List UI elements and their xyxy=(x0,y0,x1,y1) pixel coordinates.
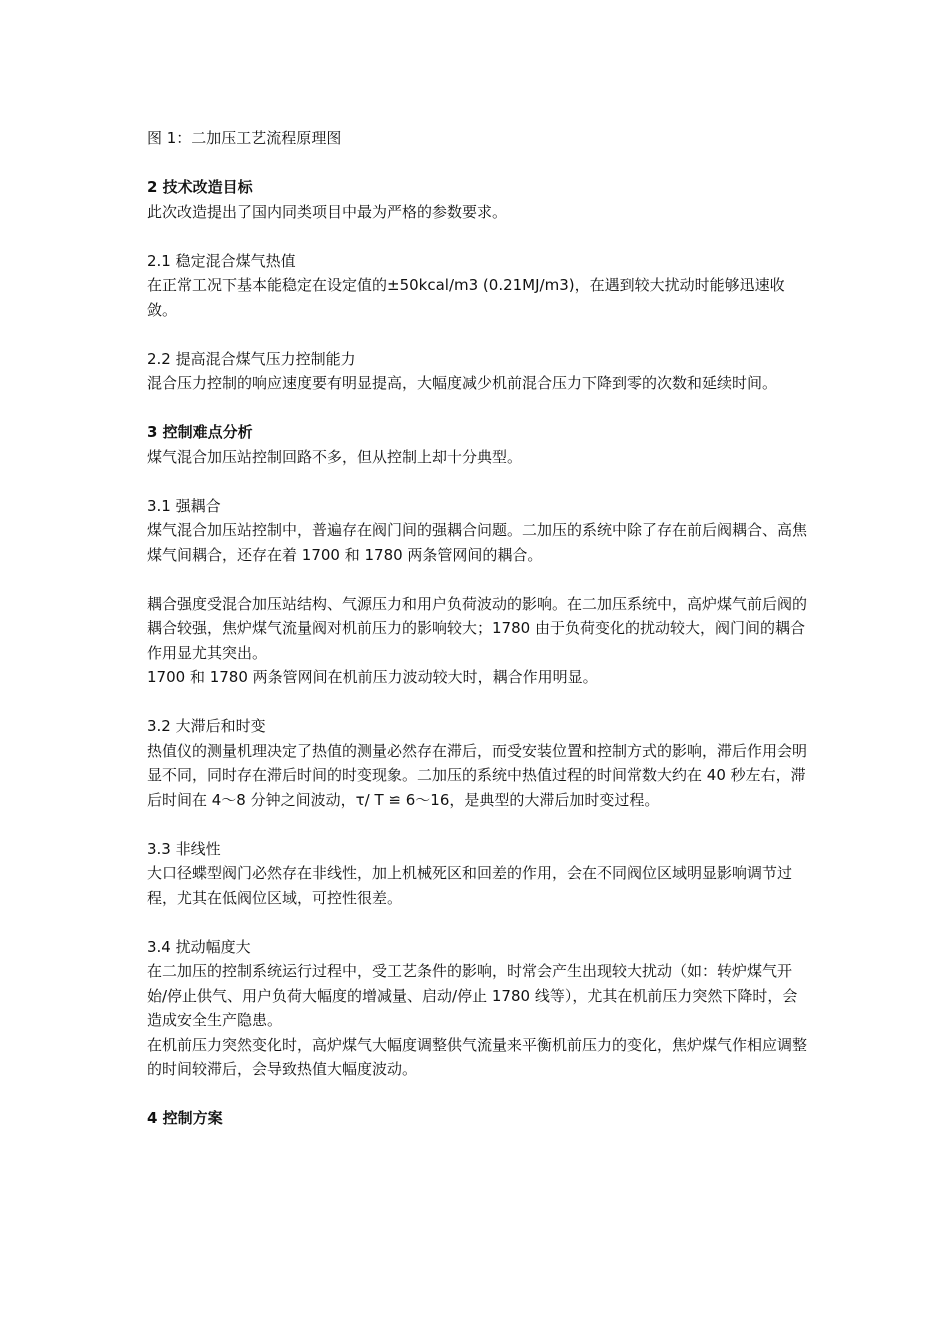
section-4-heading: 4 控制方案 xyxy=(147,1109,223,1127)
section-2-1-text: 在正常工况下基本能稳定在设定值的±50kcal/m3 (0.21MJ/m3)，在遇到较大扰动时能够迅速收敛。 xyxy=(147,276,785,319)
section-3-3-text: 大口径蝶型阀门必然存在非线性，加上机械死区和回差的作用，会在不同阀位区域明显影响调节过程，尤其在低阀位区域，可控性很差。 xyxy=(147,864,793,907)
document-page xyxy=(147,126,807,1131)
section-3-1-text-1: 煤气混合加压站控制中，普遍存在阀门间的强耦合问题。二加压的系统中除了存在前后阀耦合、高焦煤气间耦合，还存在着 1700 和 1780 两条管网间的耦合。 xyxy=(147,521,808,564)
section-2-1-heading: 2.1 稳定混合煤气热值 xyxy=(147,251,296,270)
section-3-4-heading: 3.4 扰动幅度大 xyxy=(147,937,251,956)
section-3-1-text-3: 1700 和 1780 两条管网间在机前压力波动较大时，耦合作用明显。 xyxy=(147,668,598,686)
section-3-4-text-1: 在二加压的控制系统运行过程中，受工艺条件的影响，时常会产生出现较大扰动（如：转炉煤气开始/停止供气、用户负荷大幅度的增减量、启动/停止 1780 线等），尤其在机前压力突然下降时，会造成安全生产隐患。 xyxy=(147,962,798,1029)
section-3-heading: 3 控制难点分析 xyxy=(147,423,253,441)
section-3-4-text-2: 在机前压力突然变化时，高炉煤气大幅度调整供气流量来平衡机前压力的变化，焦炉煤气作相应调整的时间较滞后，会导致热值大幅度波动。 xyxy=(147,1035,808,1078)
section-3-text: 煤气混合加压站控制回路不多，但从控制上却十分典型。 xyxy=(147,447,523,466)
section-3-2-text: 热值仪的测量机理决定了热值的测量必然存在滞后，而受安装位置和控制方式的影响，滞后作用会明显不同，同时存在滞后时间的时变现象。二加压的系统中热值过程的时间常数大约在 40 秒左右，滞后时间在 4～8 分钟之间波动，τ/ T ≌ 6～16，是典型的大滞后加时变过程。 xyxy=(147,741,808,809)
section-2-text: 此次改造提出了国内同类项目中最为严格的参数要求。 xyxy=(147,202,508,221)
section-3-1-text-2: 耦合强度受混合加压站结构、气源压力和用户负荷波动的影响。在二加压系统中，高炉煤气前后阀的耦合较强，焦炉煤气流量阀对机前压力的影响较大；1780 由于负荷变化的扰动较大，阀门间的耦合作用显尤其突出。 xyxy=(147,594,808,662)
section-2-2-text: 混合压力控制的响应速度要有明显提高，大幅度减少机前混合压力下降到零的次数和延续时间。 xyxy=(147,374,778,392)
section-2-2-heading: 2.2 提高混合煤气压力控制能力 xyxy=(147,349,356,368)
figure-caption: 图 1：二加压工艺流程原理图 xyxy=(147,129,342,147)
section-3-3-heading: 3.3 非线性 xyxy=(147,839,221,858)
section-3-2-heading: 3.2 大滞后和时变 xyxy=(147,717,266,735)
section-3-1-heading: 3.1 强耦合 xyxy=(147,496,221,515)
section-2-heading: 2 技术改造目标 xyxy=(147,178,253,196)
